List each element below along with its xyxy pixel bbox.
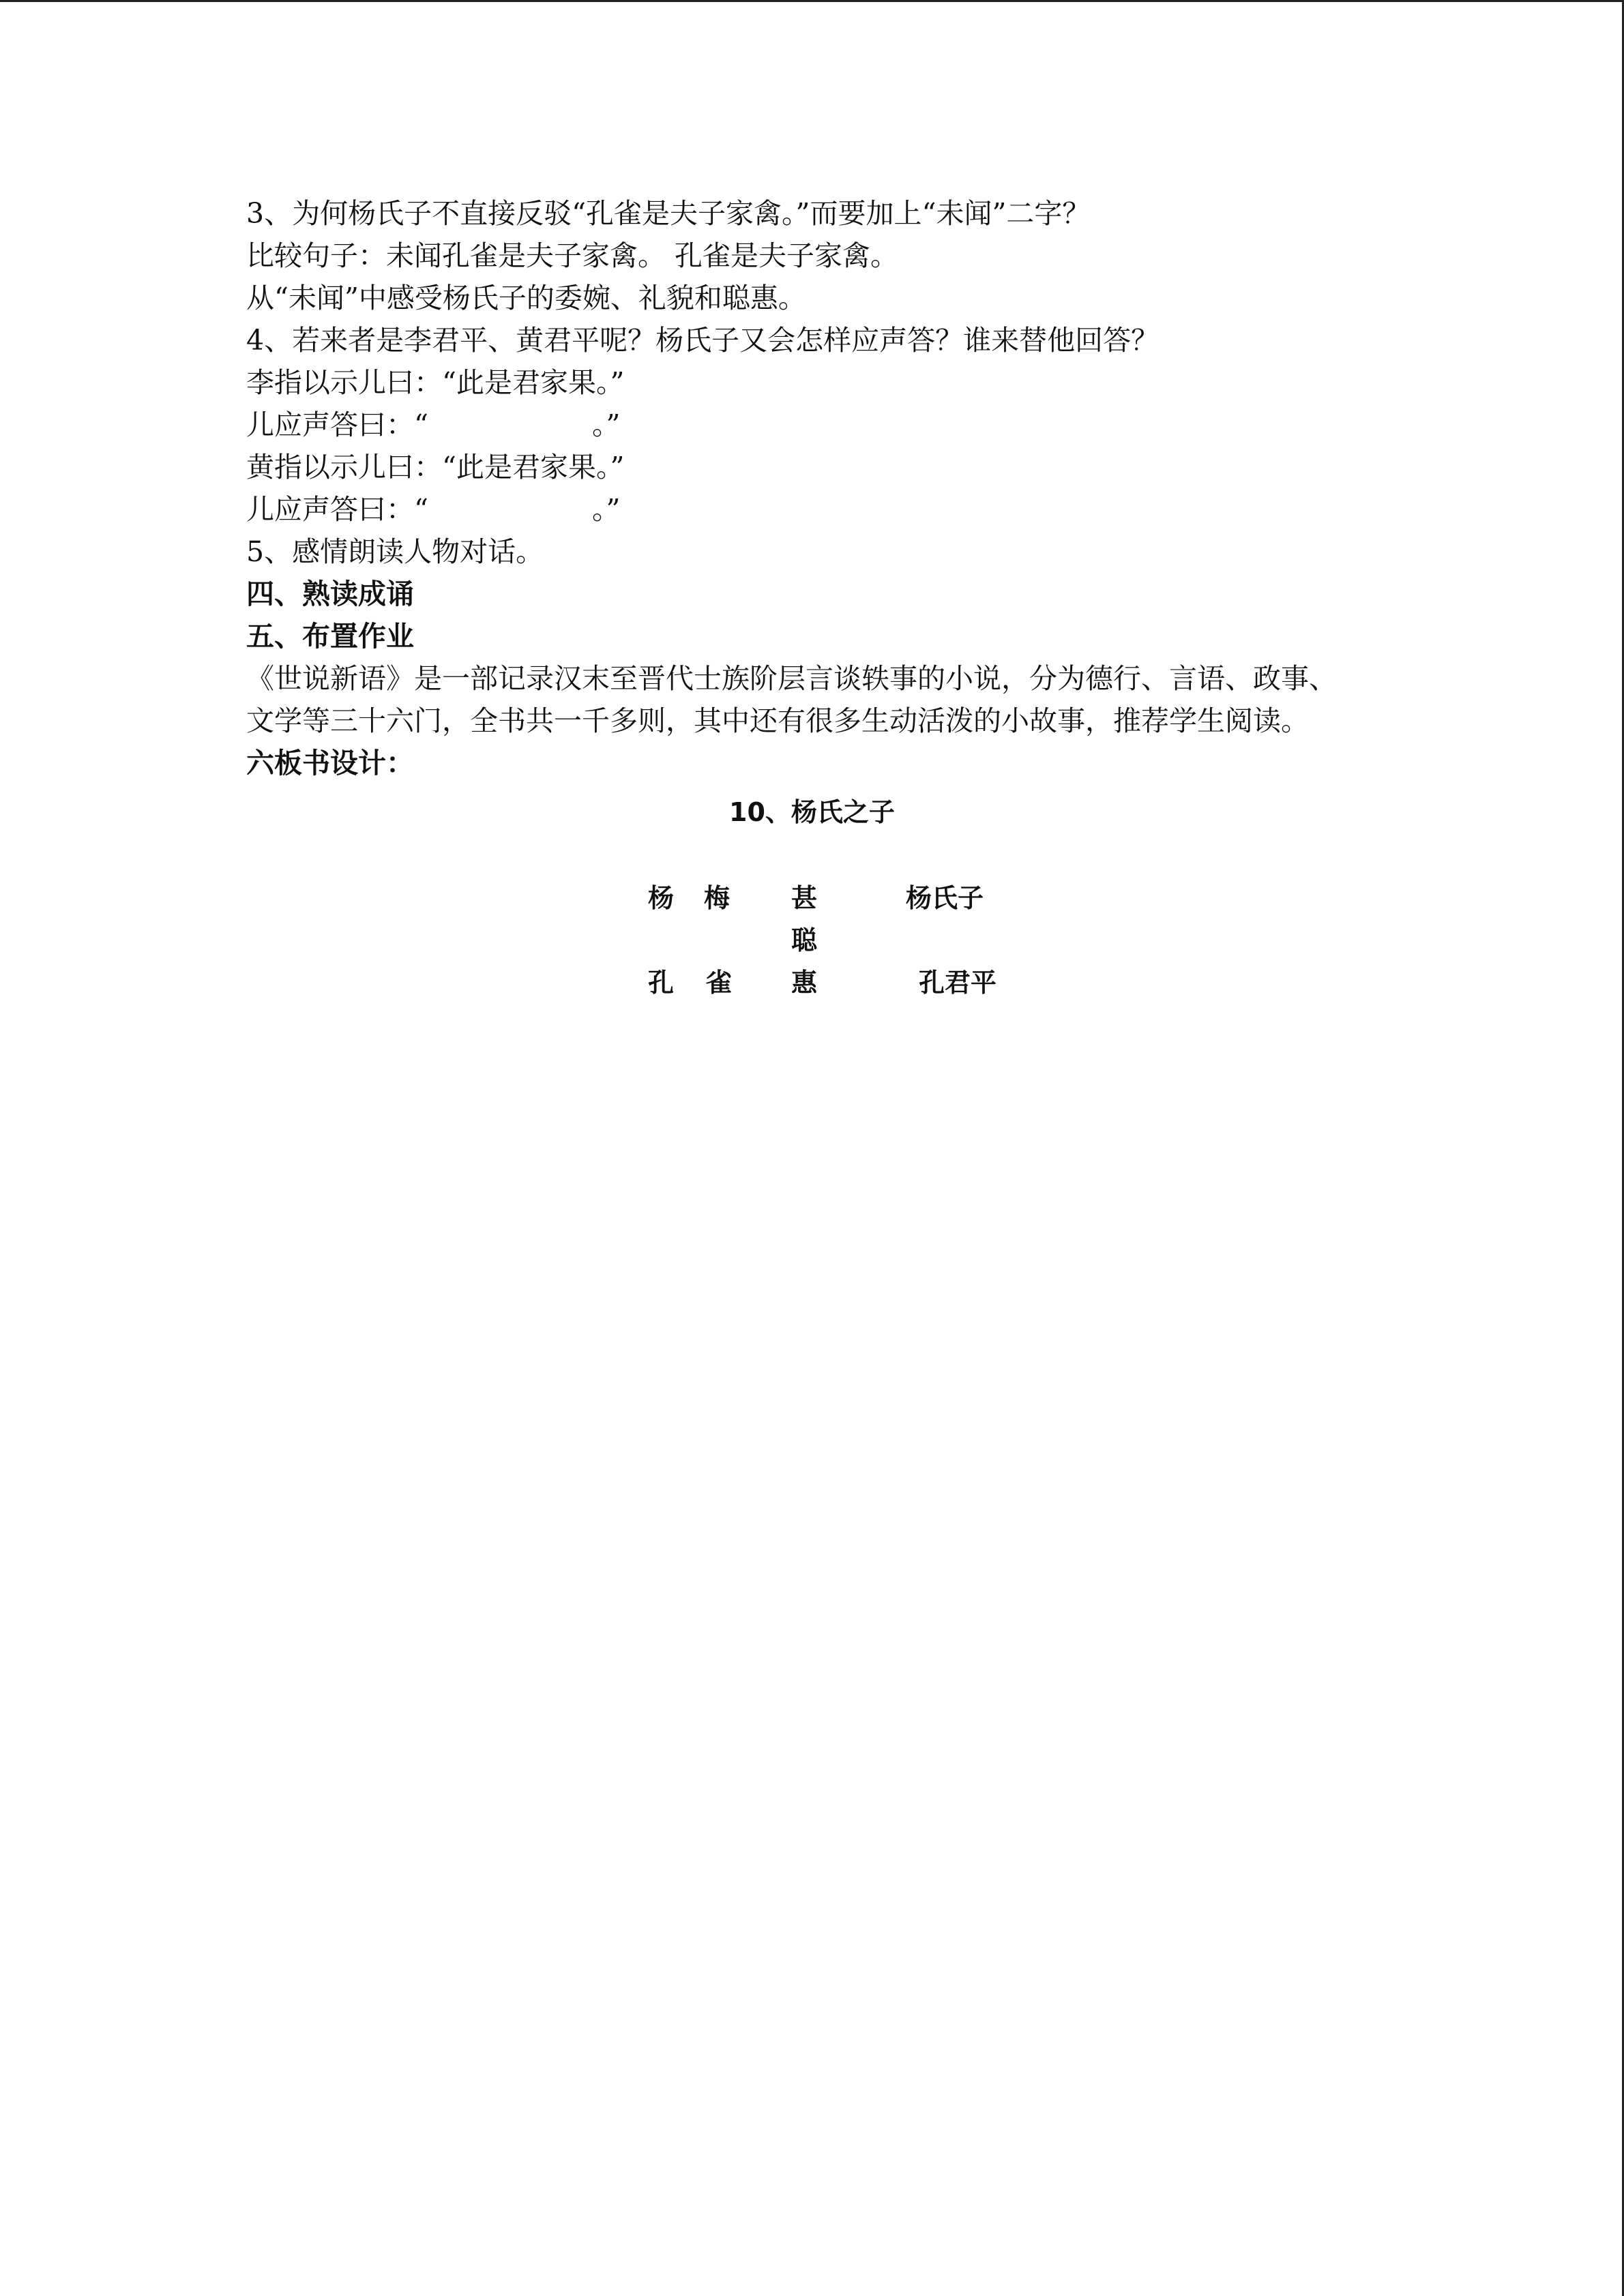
question-5: 5、感情朗读人物对话。 (246, 535, 544, 568)
board-title: 10、杨氏之子 (729, 797, 895, 827)
question-3: 3、为何杨氏子不直接反驳“孔雀是夫子家禽。”而要加上“未闻”二字？ (246, 197, 1091, 230)
question-4: 4、若来者是李君平、黄君平呢？杨氏子又会怎样应声答？谁来替他回答？ (246, 324, 1160, 357)
answer-prefix-2: 儿应声答曰：“ (246, 493, 428, 526)
section-6-heading: 六板书设计： (246, 747, 414, 779)
board-hui: 惠 (791, 967, 818, 998)
section-5-heading: 五、布置作业 (246, 620, 414, 653)
section-4-heading: 四、熟读成诵 (246, 578, 414, 610)
board-design (0, 0, 1624, 1023)
board-yang: 杨 (648, 882, 675, 913)
board-kong: 孔 (648, 967, 675, 998)
compare-sentences: 比较句子：未闻孔雀是夫子家禽。 孔雀是夫子家禽。 (246, 239, 899, 272)
feel-weiwen: 从“未闻”中感受杨氏子的委婉、礼貌和聪惠。 (246, 282, 806, 314)
homework-line-2: 文学等三十六门，全书共一千多则，其中还有很多生动活泼的小故事，推荐学生阅读。 (246, 704, 1309, 737)
board-shen: 甚 (791, 882, 818, 913)
answer-suffix-2: 。” (591, 493, 621, 526)
board-cong: 聪 (791, 925, 818, 955)
board-que: 雀 (706, 967, 733, 998)
board-yangshizi: 杨氏子 (906, 882, 984, 913)
board-kongjunping: 孔君平 (919, 967, 997, 998)
homework-line-1: 《世说新语》是一部记录汉末至晋代士族阶层言谈轶事的小说，分为德行、言语、政事、 (246, 662, 1337, 695)
huang-dialogue: 黄指以示儿曰：“此是君家果。” (246, 451, 625, 483)
board-mei: 梅 (704, 882, 730, 913)
li-dialogue: 李指以示儿曰：“此是君家果。” (246, 366, 625, 399)
answer-suffix-1: 。” (591, 408, 621, 441)
answer-prefix-1: 儿应声答曰：“ (246, 408, 428, 441)
